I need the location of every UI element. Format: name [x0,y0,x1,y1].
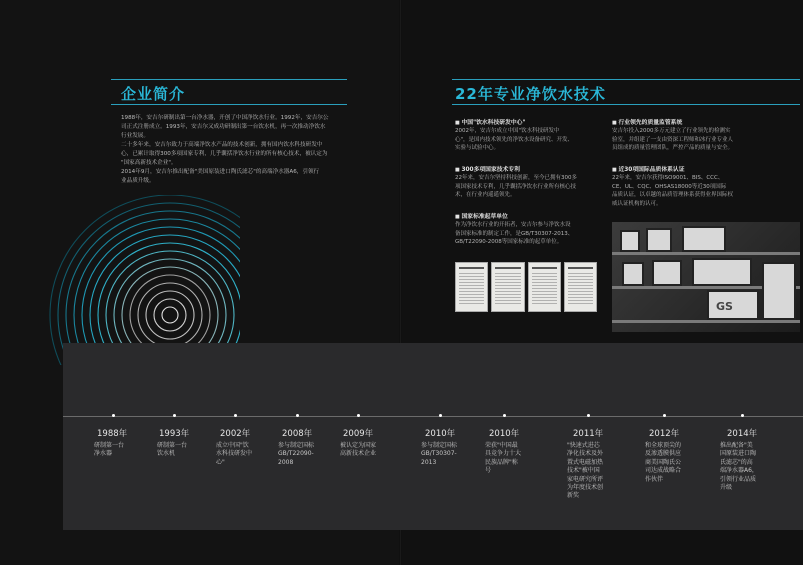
framed-certificate [622,262,644,286]
event-line: 净水器 [94,450,113,458]
lab-certificate-wall-photo [612,222,800,332]
text-line: 安吉尔投入2000多万元建立了行业领先的检测实 [612,128,731,134]
text-line: CE、UL、CQC、OHSAS18000等近30项国际 [612,183,727,190]
timeline-dot [357,414,360,417]
timeline-event [567,442,615,501]
framed-certificate [682,226,726,252]
title-rule-top-right [452,79,800,80]
timeline-dot [296,414,299,417]
timeline-event [94,442,142,459]
event-line: 民族品牌"称 [485,458,518,466]
timeline-year: 2008年 [282,429,313,439]
standards-text [455,221,605,247]
timeline-year: 2012年 [649,429,680,439]
text-line: 品质认证，以卓越的品质管理体系获得业界国际权 [612,192,734,199]
event-line: 心" [216,458,225,466]
timeline-year: 1988年 [97,429,128,439]
framed-certificate [620,230,640,252]
intro-line: 2014年9月，安吉尔推出配备"美国原装进口陶氏滤芯"的高端净水器A6，引领行 [121,169,320,175]
text-line: 术，在行业内遥遥领先。 [455,192,516,199]
title-rule-bottom-left [111,104,347,105]
timeline-event [278,442,326,467]
timeline-year: 1993年 [159,429,190,439]
text-line: 22年来，安吉尔坚持科技创新，至今已拥有300多 [455,175,577,181]
timeline-year: 2010年 [489,429,520,439]
timeline-dot [112,414,115,417]
intro-line: 业品质升级。 [121,178,155,184]
text-line: 项国家技术专利，几乎囊括净饮水行业所有核心技 [455,183,577,190]
timeline-event [645,442,693,484]
intro-line: 司正式注册成立。1993年，安吉尔又成功研制出第一台饮水机，再一次推动净饮水 [121,124,326,130]
event-line: 置式电磁加热 [567,458,604,466]
text-line: 22年来，安吉尔获得ISO9001、BIS、CCC、 [612,175,724,181]
event-line: 推出配备"美 [720,442,753,449]
title-rule-bottom-right [452,104,800,105]
intro-line: 行业发展。 [121,133,149,139]
shelf [612,320,800,323]
timeline-year: 2010年 [425,429,456,439]
timeline-event [421,442,469,467]
event-line: 商美国陶氏公 [645,458,682,466]
timeline-event [485,442,533,476]
event-line: GB/T22090- [278,450,314,458]
event-line: 家电研究所评 [567,475,604,483]
text-line: 作为净饮水行业的开拓者，安吉尔参与净饮水设 [455,222,571,228]
event-line: 氏滤芯"的高 [720,458,753,466]
company-intro-text [121,114,361,186]
quality-heading: ■ 行业领先的质量监管系统 [612,117,682,126]
event-line: 升级 [720,484,733,492]
text-line: 实验与试验中心。 [455,145,500,152]
tech-title: 22年专业净饮水技术 [455,85,606,103]
timeline-year: 2002年 [220,429,251,439]
certificate-image [564,262,597,312]
certificate-image [491,262,524,312]
timeline-dot [439,414,442,417]
quality-text [612,127,762,153]
intro-line: 心，已累计取得300多项国家专利，几乎囊括净饮水行业的所有核心技术，被认定为 [121,151,328,157]
event-line: 水科技研发中 [216,450,253,458]
timeline-year: 2011年 [573,429,604,439]
event-line: 作伙伴 [645,475,664,483]
event-line: 研制第一台 [94,442,125,449]
timeline-dot [234,414,237,417]
timeline-dot [587,414,590,417]
event-line: 司达成战略合 [645,467,682,475]
event-line: 饮水机 [157,450,176,458]
event-line: 具竞争力十大 [485,450,522,458]
text-line: 验室，并组建了一支由资深工程师和冰行业专业人 [612,136,734,143]
timeline-dot [173,414,176,417]
timeline-year: 2009年 [343,429,374,439]
framed-certificate [692,258,752,286]
event-line: 成立中国"饮 [216,442,249,449]
timeline-year: 2014年 [727,429,758,439]
event-line: GB/T30307- [421,450,457,458]
event-line: 2013 [421,458,437,466]
event-line: 参与制定国标 [278,442,315,449]
timeline-event [340,442,392,459]
framed-certificate [652,260,682,286]
patents-heading: ■ 300多项国家技术专利 [455,164,520,173]
event-line: 高新技术企业 [340,450,377,458]
timeline-dot [503,414,506,417]
intro-line: "国家高新技术企业"。 [121,160,177,166]
event-line: 新奖 [567,492,580,500]
timeline-event [157,442,205,459]
text-line: 备国家标准的制定工作，是GB/T30307-2013、 [455,230,574,237]
framed-certificate [762,262,796,320]
event-line: 参与制定国标 [421,442,458,449]
event-line: 荣获"中国最 [485,442,518,449]
event-line: 反渗透膜供应 [645,450,682,458]
text-line: GB/T22090-2008等国家标准的起草单位。 [455,239,563,246]
rd-center-text [455,127,605,153]
event-line: 技术"被中国 [567,467,600,475]
event-line: 引领行业品质 [720,475,757,483]
framed-certificate [646,228,672,252]
timeline-event [720,442,768,492]
timeline-event [216,442,264,467]
event-line: 端净水器A6， [720,467,758,475]
event-line: 国原装进口陶 [720,450,757,458]
rd-center-heading: ■ 中国"饮水科技研发中心" [455,117,525,126]
title-rule-top-left [111,79,347,80]
certificate-image [528,262,561,312]
event-line: 2008 [278,458,294,466]
gs-mark: GS [716,300,733,313]
certification-text [612,174,762,208]
certificate-images [455,262,597,312]
event-line: 为年度技术创 [567,484,604,492]
patents-text [455,174,605,200]
event-line: 研制第一台 [157,442,188,449]
event-line: 被认定为国家 [340,442,377,449]
concentric-circles-graphic [0,195,240,365]
text-line: 员组成的质量管理团队，严控产品的质量与安全。 [612,145,734,152]
timeline-dot [741,414,744,417]
standards-heading: ■ 国家标准起草单位 [455,211,508,220]
event-line: 净化技术及外 [567,450,604,458]
text-line: 威认证机构的认可。 [612,200,662,207]
company-intro-title: 企业简介 [121,85,186,103]
timeline-dot [663,414,666,417]
certificate-image [455,262,488,312]
text-line: 2002年，安吉尔成立中国"饮水科技研发中 [455,128,560,134]
event-line: 号 [485,467,492,475]
intro-line: 1988年，安吉尔研制出第一台净水器，开创了中国净饮水行业。1992年，安吉尔公 [121,115,329,121]
text-line: 心"，是国内技术领先的净饮水设备研究、开发、 [455,136,574,143]
framed-certificate [707,290,759,320]
intro-line: 二十多年来，安吉尔致力于高端净饮水产品的技术创新，拥有国内饮水科技研发中 [121,142,323,148]
certification-heading: ■ 近30项国际品质体系认证 [612,164,685,173]
shelf [612,252,800,255]
event-line: "快速式进芯 [567,442,600,449]
event-line: 和全球顶尖的 [645,442,682,449]
